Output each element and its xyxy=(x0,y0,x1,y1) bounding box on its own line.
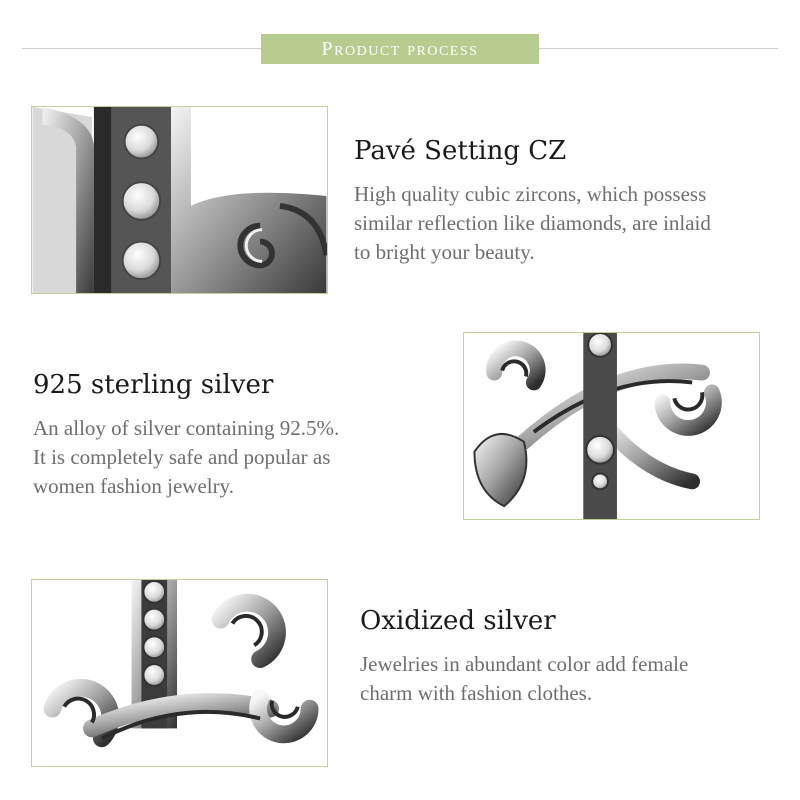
feature-description-oxidized-silver xyxy=(360,650,688,708)
banner-label: Product process xyxy=(321,37,479,60)
oxidized-silver-photo xyxy=(32,580,327,766)
sterling-silver-photo xyxy=(464,333,759,519)
product-image-pave-setting xyxy=(31,106,328,294)
feature-title-pave-setting: Pavé Setting CZ xyxy=(354,136,567,166)
description-line: High quality cubic zircons, which possess xyxy=(354,182,707,206)
product-image-oxidized-silver xyxy=(31,579,328,767)
feature-title-oxidized-silver: Oxidized silver xyxy=(360,606,556,636)
product-image-sterling-silver xyxy=(463,332,760,520)
description-line: to bright your beauty. xyxy=(354,240,535,264)
description-line: women fashion jewelry. xyxy=(33,474,234,498)
feature-description-pave-setting xyxy=(354,180,711,267)
section-banner xyxy=(261,34,539,64)
description-line: charm with fashion clothes. xyxy=(360,681,593,705)
description-line: An alloy of silver containing 92.5%. xyxy=(33,416,340,440)
feature-title-sterling-silver: 925 sterling silver xyxy=(33,370,274,400)
description-line: similar reflection like diamonds, are inlaid xyxy=(354,211,711,235)
feature-description-sterling-silver xyxy=(33,414,339,501)
pave-setting-photo xyxy=(32,107,327,293)
description-line: It is completely safe and popular as xyxy=(33,445,331,469)
description-line: Jewelries in abundant color add female xyxy=(360,652,689,676)
